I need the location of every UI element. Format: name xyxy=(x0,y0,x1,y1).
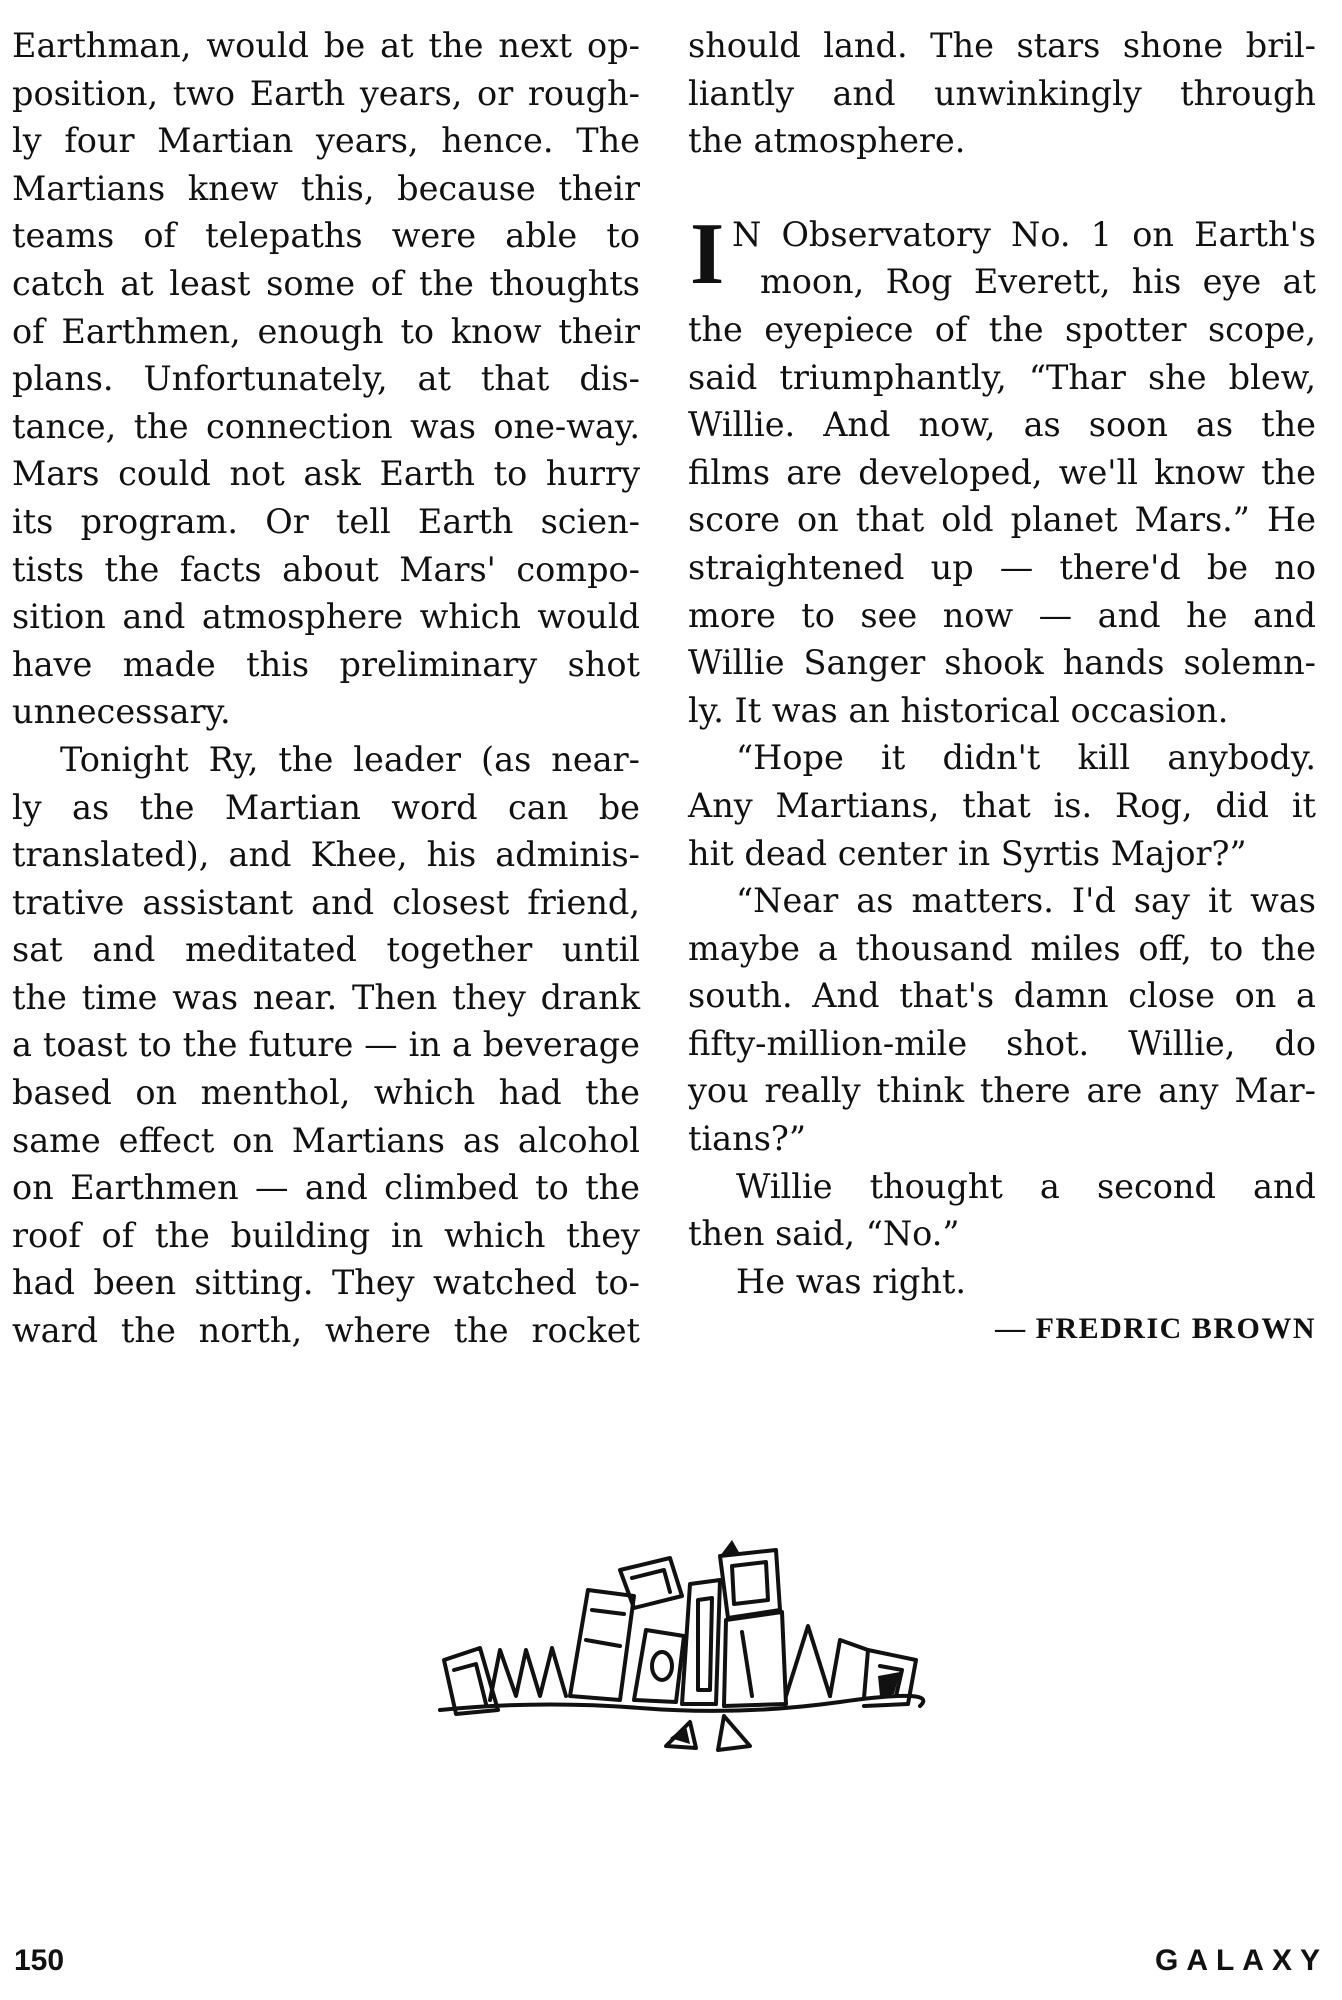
text-line: you really think there are any Mar- xyxy=(688,1071,1316,1111)
text-line: translated), and Khee, his adminis- xyxy=(12,835,640,875)
text-line: maybe a thousand miles off, to the xyxy=(688,928,1316,968)
text-line: ly. It was an historical occasion. xyxy=(688,690,1229,730)
text-line: liantly and unwinkingly through xyxy=(688,73,1316,113)
text-line: unnecessary. xyxy=(12,692,231,732)
text-line: N Observatory No. 1 on Earth's xyxy=(732,214,1316,254)
text-line: hit dead center in Syrtis Major?” xyxy=(688,833,1247,873)
text-line: had been sitting. They watched to- xyxy=(12,1263,640,1303)
paragraph xyxy=(688,877,1316,1163)
text-line: sition and atmosphere which would xyxy=(12,597,640,637)
paragraph xyxy=(688,1258,1316,1306)
text-line: same effect on Martians as alcohol xyxy=(12,1120,640,1160)
text-line: a toast to the future — in a beverage xyxy=(12,1025,640,1065)
text-line: the time was near. Then they drank xyxy=(12,977,640,1017)
text-line: teams of telepaths were able to xyxy=(12,216,640,256)
text-line: score on that old planet Mars.” He xyxy=(688,500,1316,540)
text-line: “Near as matters. I'd say it was xyxy=(736,881,1316,921)
paragraph xyxy=(688,205,1316,735)
paragraph xyxy=(12,736,640,1355)
text-line: moon, Rog Everett, his eye at xyxy=(760,262,1316,302)
paragraph xyxy=(688,734,1316,877)
left-column xyxy=(12,22,640,1355)
text-line: the eyepiece of the spotter scope, xyxy=(688,309,1316,349)
text-line: straightened up — there'd be no xyxy=(688,547,1316,587)
paragraph xyxy=(688,22,1316,165)
text-line: on Earthmen — and climbed to the xyxy=(12,1168,640,1208)
text-line: its program. Or tell Earth scien- xyxy=(12,501,640,541)
text-line: should land. The stars shone bril- xyxy=(688,26,1316,65)
section-break xyxy=(688,165,1316,211)
text-line: plans. Unfortunately, at that dis- xyxy=(12,359,640,399)
text-line: Tonight Ry, the leader (as near- xyxy=(60,739,640,779)
text-line: ly four Martian years, hence. The xyxy=(12,121,640,161)
text-line: Any Martians, that is. Rog, did it xyxy=(688,785,1316,825)
text-line: tance, the connection was one-way. xyxy=(12,406,640,446)
right-column xyxy=(688,22,1316,1353)
page-number: 150 xyxy=(14,1944,65,1977)
text-line: of Earthmen, enough to know their xyxy=(12,311,640,351)
text-line: Earthman, would be at the next op- xyxy=(12,26,640,65)
text-line: said triumphantly, “Thar she blew, xyxy=(688,357,1316,397)
text-line: tists the facts about Mars' compo- xyxy=(12,549,640,589)
text-line: Willie thought a second and xyxy=(736,1166,1316,1206)
text-line: Mars could not ask Earth to hurry xyxy=(12,454,640,494)
paragraph xyxy=(688,1163,1316,1258)
author-byline: — FREDRIC BROWN xyxy=(995,1312,1316,1346)
paragraph xyxy=(12,22,640,736)
text-line: catch at least some of the thoughts xyxy=(12,263,640,303)
martian-city-svg xyxy=(420,1500,940,1760)
text-line: Martians knew this, because their xyxy=(12,168,640,208)
text-line: then said, “No.” xyxy=(688,1214,960,1254)
text-line: ly as the Martian word can be xyxy=(12,787,640,827)
martian-city-drawing-icon xyxy=(420,1500,940,1760)
magazine-title: GALAXY xyxy=(1154,1944,1328,1977)
text-line: based on menthol, which had the xyxy=(12,1073,640,1113)
text-line: films are developed, we'll know the xyxy=(688,452,1316,492)
drop-cap: I xyxy=(690,205,725,303)
text-line: position, two Earth years, or rough- xyxy=(12,73,640,113)
text-line: “Hope it didn't kill anybody. xyxy=(736,738,1316,778)
text-line: Willie Sanger shook hands solemn- xyxy=(688,643,1316,683)
text-line: ward the north, where the rocket xyxy=(12,1311,640,1351)
text-line: tians?” xyxy=(688,1119,807,1159)
text-line: trative assistant and closest friend, xyxy=(12,882,640,922)
text-line: roof of the building in which they xyxy=(12,1215,640,1255)
text-line: He was right. xyxy=(736,1261,967,1301)
text-line: sat and meditated together until xyxy=(12,930,640,970)
text-line: Willie. And now, as soon as the xyxy=(688,405,1316,445)
text-line: more to see now — and he and xyxy=(688,595,1316,635)
text-line: south. And that's damn close on a xyxy=(688,976,1316,1016)
text-line: the atmosphere. xyxy=(688,121,966,161)
text-line: fifty-million-mile shot. Willie, do xyxy=(688,1023,1316,1063)
text-line: have made this preliminary shot xyxy=(12,644,640,684)
